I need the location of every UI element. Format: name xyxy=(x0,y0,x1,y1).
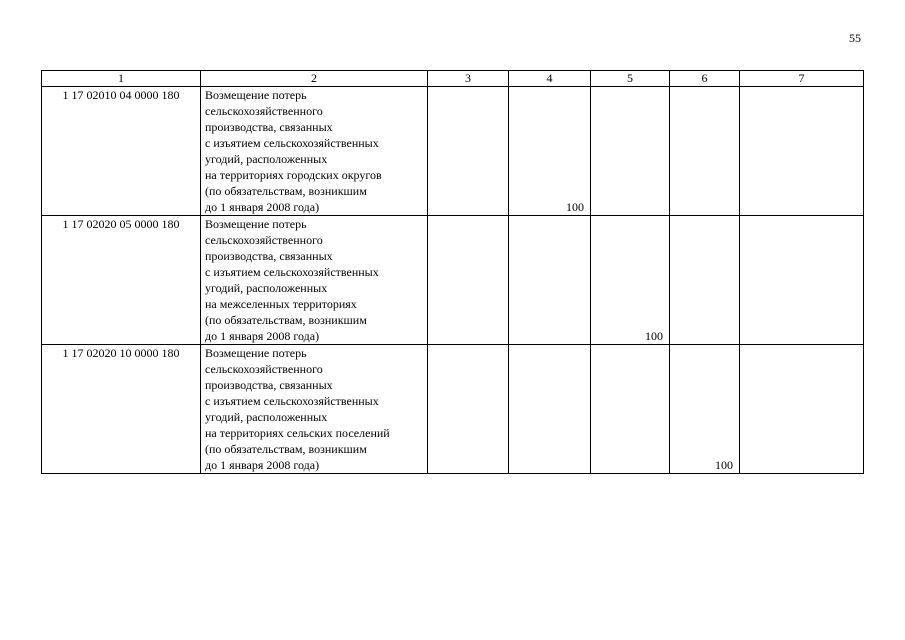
budget-code: 1 17 02010 04 0000 180 xyxy=(42,87,201,216)
cell-col-6 xyxy=(670,216,740,345)
column-header-1: 1 xyxy=(42,71,201,87)
table-row xyxy=(42,345,864,474)
revenue-description: Возмещение потерь сельскохозяйственного производства, связанных с изъятием сельскохозяйственных угодий, расположенных на межселенных территориях (по обязательствам, возникшим до 1 января 2008 года) xyxy=(201,216,428,345)
column-header-2: 2 xyxy=(201,71,428,87)
cell-col-7 xyxy=(740,345,864,474)
revenue-description: Возмещение потерь сельскохозяйственного производства, связанных с изъятием сельскохозяйственных угодий, расположенных на территориях городских округов (по обязательствам, возникшим до 1 января 2008 года) xyxy=(201,87,428,216)
column-header-6: 6 xyxy=(670,71,740,87)
cell-col-6: 100 xyxy=(670,345,740,474)
cell-col-3 xyxy=(428,345,509,474)
cell-col-5 xyxy=(591,345,670,474)
table-header-row xyxy=(42,71,864,87)
cell-col-4: 100 xyxy=(509,87,591,216)
page-number: 55 xyxy=(849,31,861,45)
table-row xyxy=(42,87,864,216)
cell-col-3 xyxy=(428,87,509,216)
revenue-description: Возмещение потерь сельскохозяйственного производства, связанных с изъятием сельскохозяйственных угодий, расположенных на территориях сельских поселений (по обязательствам, возникшим до 1 января 2008 года) xyxy=(201,345,428,474)
cell-col-4 xyxy=(509,345,591,474)
cell-col-5: 100 xyxy=(591,216,670,345)
column-header-7: 7 xyxy=(740,71,864,87)
cell-col-3 xyxy=(428,216,509,345)
table-row xyxy=(42,216,864,345)
cell-col-7 xyxy=(740,87,864,216)
column-header-3: 3 xyxy=(428,71,509,87)
column-header-5: 5 xyxy=(591,71,670,87)
budget-table xyxy=(41,70,864,474)
budget-code: 1 17 02020 10 0000 180 xyxy=(42,345,201,474)
column-header-4: 4 xyxy=(509,71,591,87)
budget-code: 1 17 02020 05 0000 180 xyxy=(42,216,201,345)
cell-col-5 xyxy=(591,87,670,216)
cell-col-4 xyxy=(509,216,591,345)
cell-col-7 xyxy=(740,216,864,345)
cell-col-6 xyxy=(670,87,740,216)
